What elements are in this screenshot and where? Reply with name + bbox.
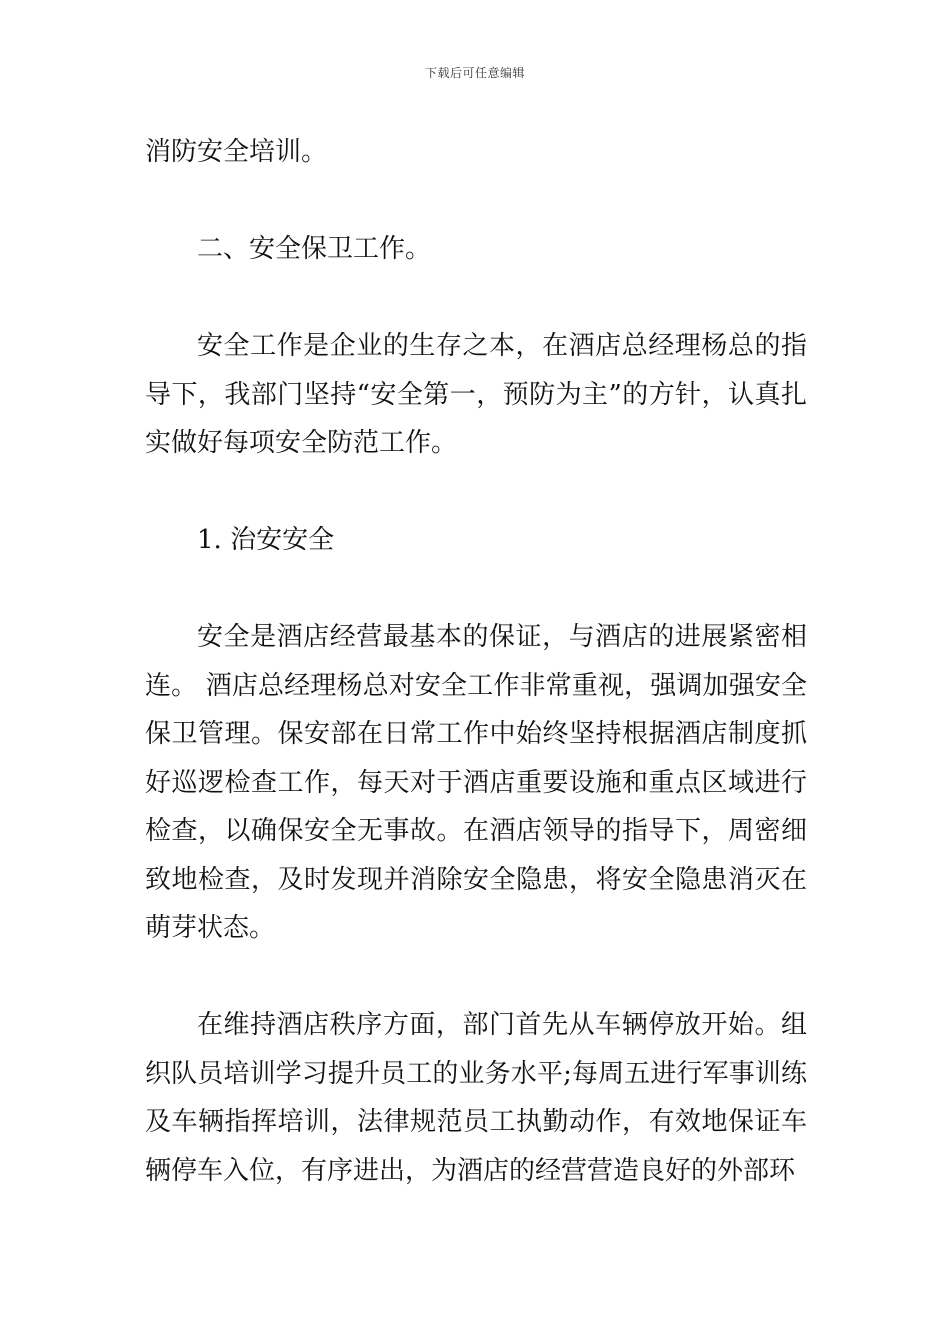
- paragraph-gap: [145, 953, 807, 1002]
- paragraph-1: 消防安全培训。: [145, 137, 328, 167]
- section-heading-security: 二、安全保卫工作。: [197, 234, 432, 264]
- paragraph-gap: [145, 565, 807, 614]
- page-header: 下载后可任意编辑: [424, 66, 525, 80]
- paragraph-3: 安全工作是企业的生存之本，在酒店总经理杨总的指导下，我部门坚持“安全第一，预防为主”的方针，认真扎实做好每项安全防范工作。: [145, 331, 807, 458]
- paragraph-gap: [145, 468, 807, 517]
- document-body: [145, 128, 807, 1195]
- paragraph-6: 在维持酒店秩序方面，部门首先从车辆停放开始。组织队员培训学习提升员工的业务水平;每周五进行军事训练及车辆指挥培训，法律规范员工执勤动作，有效地保证车辆停车入位，有序进出，为酒店的经营营造良好的外部环: [145, 1010, 807, 1186]
- paragraph-gap: [145, 177, 807, 226]
- paragraph-gap: [145, 274, 807, 323]
- subsection-heading-public-security: 1. 治安安全: [197, 525, 335, 555]
- paragraph-5: 安全是酒店经营最基本的保证，与酒店的进展紧密相连。 酒店总经理杨总对安全工作非常重视，强调加强安全保卫管理。保安部在日常工作中始终坚持根据酒店制度抓好巡逻检查工作，每天对于酒店重要设施和重点区域进行检查，以确保安全无事故。在酒店领导的指导下，周密细致地检查，及时发现并消除安全隐患，将安全隐患消灭在萌芽状态。: [145, 622, 807, 943]
